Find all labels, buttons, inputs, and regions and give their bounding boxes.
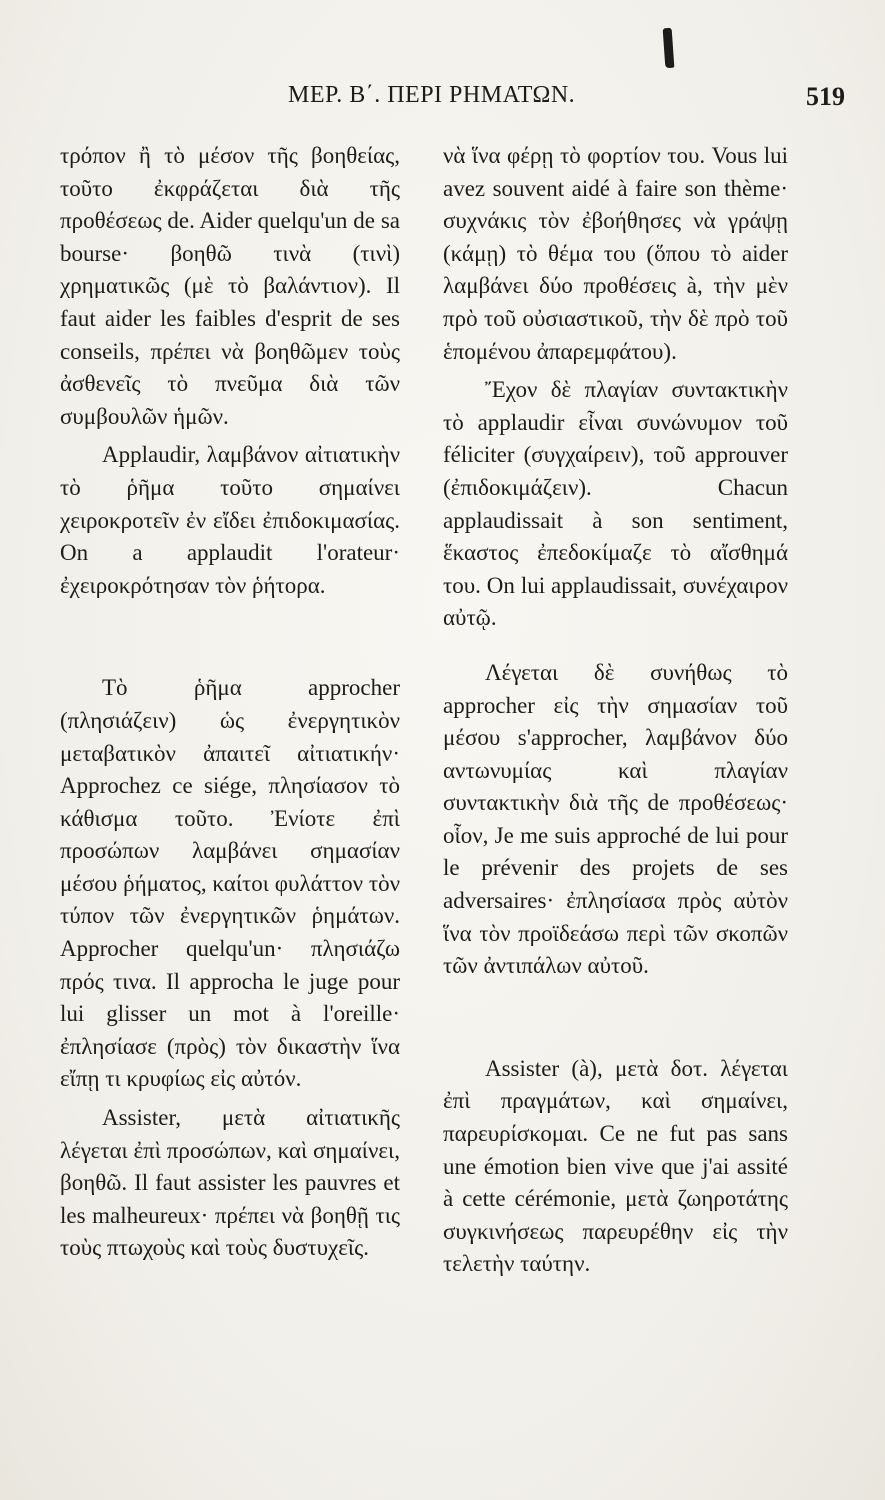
right-column xyxy=(443,140,788,1281)
paragraph: νὰ ἵνα φέρῃ τὸ φορτίον του. Vous lui avez souvent aidé à faire son thème· συχνάκις τὸν ἐβοήθησες νὰ γράψῃ (κάμῃ) τὸ θέμα του (ὅπου τὸ aider λαμβάνει δύο προθέσεις à, τὴν μὲν πρὸ τοῦ οὐσιαστικοῦ, τὴν δὲ πρὸ τοῦ ἑπομένου ἀπαρεμφάτου). xyxy=(443,143,788,364)
paragraph: Ἔχον δὲ πλαγίαν συντακτικὴν τὸ applaudir εἶναι συνώνυμον τοῦ féliciter (συγχαίρειν), τοῦ approuver (ἐπιδοκιμάζειν). Chacun applaudissait à son sentiment, ἕκαστος ἐπεδοκίμαζε τὸ αἴσθημά του. On lui applaudissait, συνέχαιρον αὐτῷ. xyxy=(443,377,788,631)
page-number: 519 xyxy=(806,82,845,111)
ink-mark xyxy=(663,28,675,69)
paragraph: Applaudir, λαμβάνον αἰτιατικὴν τὸ ῥῆμα τοῦτο σημαίνει χειροκροτεῖν ἐν εἴδει ἐπιδοκιμασίας. On a applaudit l'orateur· ἐχειροκρότησαν τὸν ῥήτορα. xyxy=(60,442,400,598)
paragraph: Assister (à), μετὰ δοτ. λέγεται ἐπὶ πραγμάτων, καὶ σημαίνει, παρευρίσκομαι. Ce ne fut pas sans une émotion bien vive que j'ai assité à cette cérémonie, μετὰ ζωηροτάτης συγκινήσεως παρευρέθην εἰς τὴν τελετὴν ταύτην. xyxy=(443,1055,788,1277)
left-column xyxy=(60,140,400,1265)
page-header xyxy=(288,82,865,122)
paragraph: Λέγεται δὲ συνήθως τὸ approcher εἰς τὴν σημασίαν τοῦ μέσου s'approcher, λαμβάνον δύο αντωνυμίας καὶ πλαγίαν συντακτικὴν διὰ τῆς de προθέσεως· οἷον, Je me suis approché de lui pour le prévenir des projets de ses adversaires· ἐπλησίασα πρὸς αὐτὸν ἵνα τὸν προϊδεάσω περὶ τῶν σκοπῶν τῶν ἀντιπάλων αὐτοῦ. xyxy=(443,659,788,979)
paragraph: Assister, μετὰ αἰτιατικῆς λέγεται ἐπὶ προσώπων, καὶ σημαίνει, βοηθῶ. Il faut assister les pauvres et les malheureux· πρέπει νὰ βοηθῇ τις τοὺς πτωχοὺς καὶ τοὺς δυστυχεῖς. xyxy=(60,1105,400,1261)
paragraph: Τὸ ῥῆμα approcher (πλησιάζειν) ὡς ἐνεργητικὸν μεταβατικὸν ἀπαιτεῖ αἰτιατικήν· Approchez ce siége, πλησίασον τὸ κάθισμα τοῦτο. Ἐνίοτε ἐπὶ προσώπων λαμβάνει σημασίαν μέσου ῥήματος, καίτοι φυλάττον τὸν τύπον τῶν ἐνεργητικῶν ῥημάτων. Approcher quelqu'un· πλησιάζω πρός τινα. Il approcha le juge pour lui glisser un mot à l'oreille· ἐπλησίασε (πρὸς) τὸν δικαστὴν ἵνα εἴπῃ τι κρυφίως εἰς αὐτόν. xyxy=(60,675,400,1092)
running-title: ΜΕΡ. Β΄. ΠΕΡΙ ΡΗΜΑΤΩΝ. xyxy=(288,82,576,108)
paragraph: τρόπον ἢ τὸ μέσον τῆς βοηθείας, τοῦτο ἐκφράζεται διὰ τῆς προθέσεως de. Aider quelqu'un de sa bourse· βοηθῶ τινὰ (τινὶ) χρηματικῶς (μὲ τὸ βαλάντιον). Il faut aider les faibles d'esprit de ses conseils, πρέπει νὰ βοηθῶμεν τοὺς ἀσθενεῖς τὸ πνεῦμα διὰ τῶν συμβουλῶν ἡμῶν. xyxy=(60,143,400,429)
